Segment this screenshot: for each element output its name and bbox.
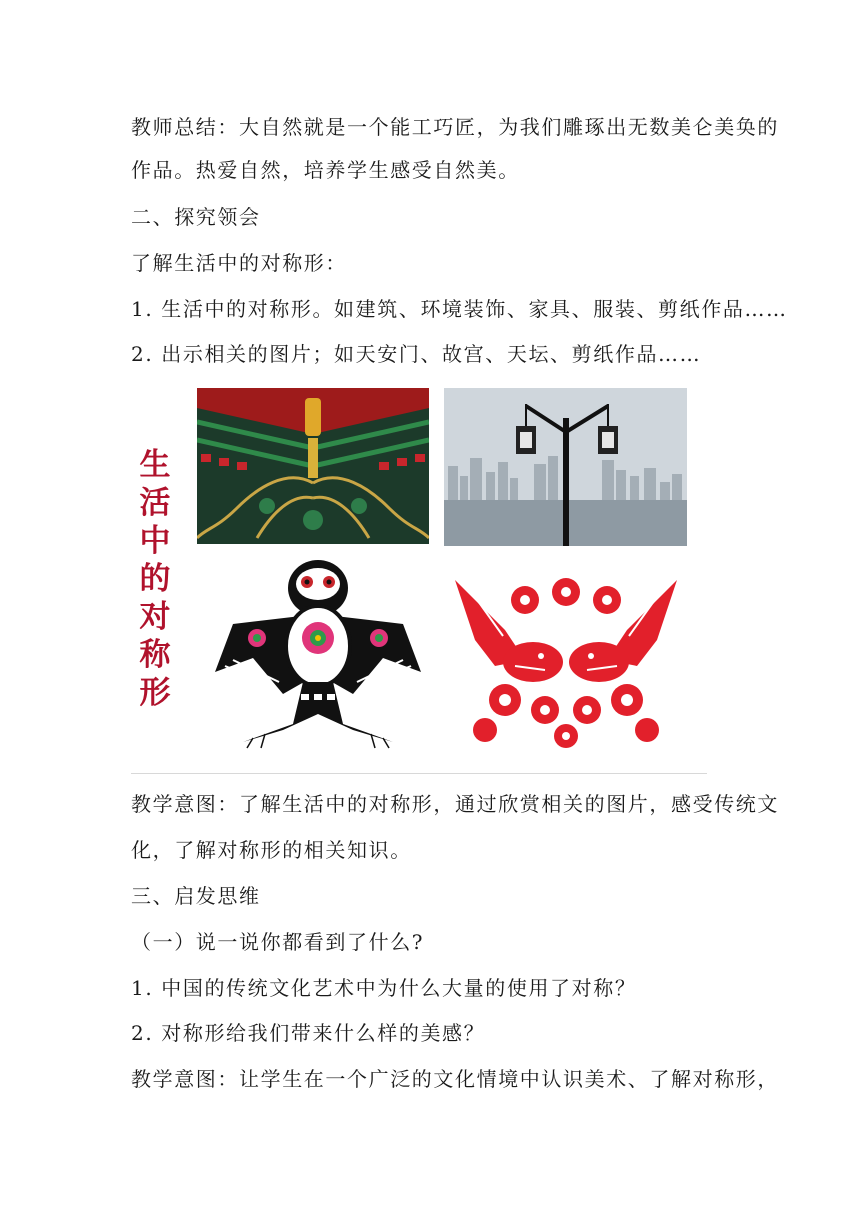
title-char: 形 (139, 675, 171, 711)
title-char: 称 (139, 637, 171, 673)
section-heading-3: 三、启发思维 (131, 884, 261, 908)
title-char: 对 (139, 599, 171, 635)
title-char: 的 (139, 561, 171, 597)
paper-cut-birds-image (445, 570, 687, 750)
paragraph-intent-2: 化，了解对称形的相关知识。 (131, 838, 412, 862)
paragraph-summary-2: 作品。热爱自然，培养学生感受自然美。 (131, 158, 520, 182)
paragraph-intro: 了解生活中的对称形： (131, 251, 347, 275)
paragraph-intent-3: 教学意图：让学生在一个广泛的文化情境中认识美术、了解对称形， (131, 1067, 779, 1091)
symmetry-figure (131, 384, 711, 754)
roof-eaves-image (197, 388, 429, 544)
swallow-kite-image (213, 554, 423, 750)
paragraph-summary-1: 教师总结：大自然就是一个能工巧匠，为我们雕琢出无数美仑美奂的 (131, 115, 779, 139)
list-item-1: 1. 生活中的对称形。如建筑、环境装饰、家具、服装、剪纸作品…… (131, 297, 788, 321)
list-item-2: 2. 出示相关的图片；如天安门、故宫、天坛、剪纸作品…… (131, 342, 702, 366)
title-char: 中 (139, 523, 171, 559)
paragraph-intent-1: 教学意图：了解生活中的对称形，通过欣赏相关的图片，感受传统文 (131, 792, 779, 816)
section-heading-2: 二、探究领会 (131, 205, 261, 229)
sub-heading-1: （一）说一说你都看到了什么? (131, 930, 425, 954)
title-char: 活 (139, 485, 171, 521)
figure-vertical-title (133, 446, 177, 712)
divider (131, 773, 707, 774)
question-2: 2. 对称形给我们带来什么样的美感？ (131, 1021, 486, 1045)
title-char: 生 (139, 447, 171, 483)
question-1: 1. 中国的传统文化艺术中为什么大量的使用了对称？ (131, 976, 637, 1000)
street-lamp-skyline-image (444, 388, 687, 546)
